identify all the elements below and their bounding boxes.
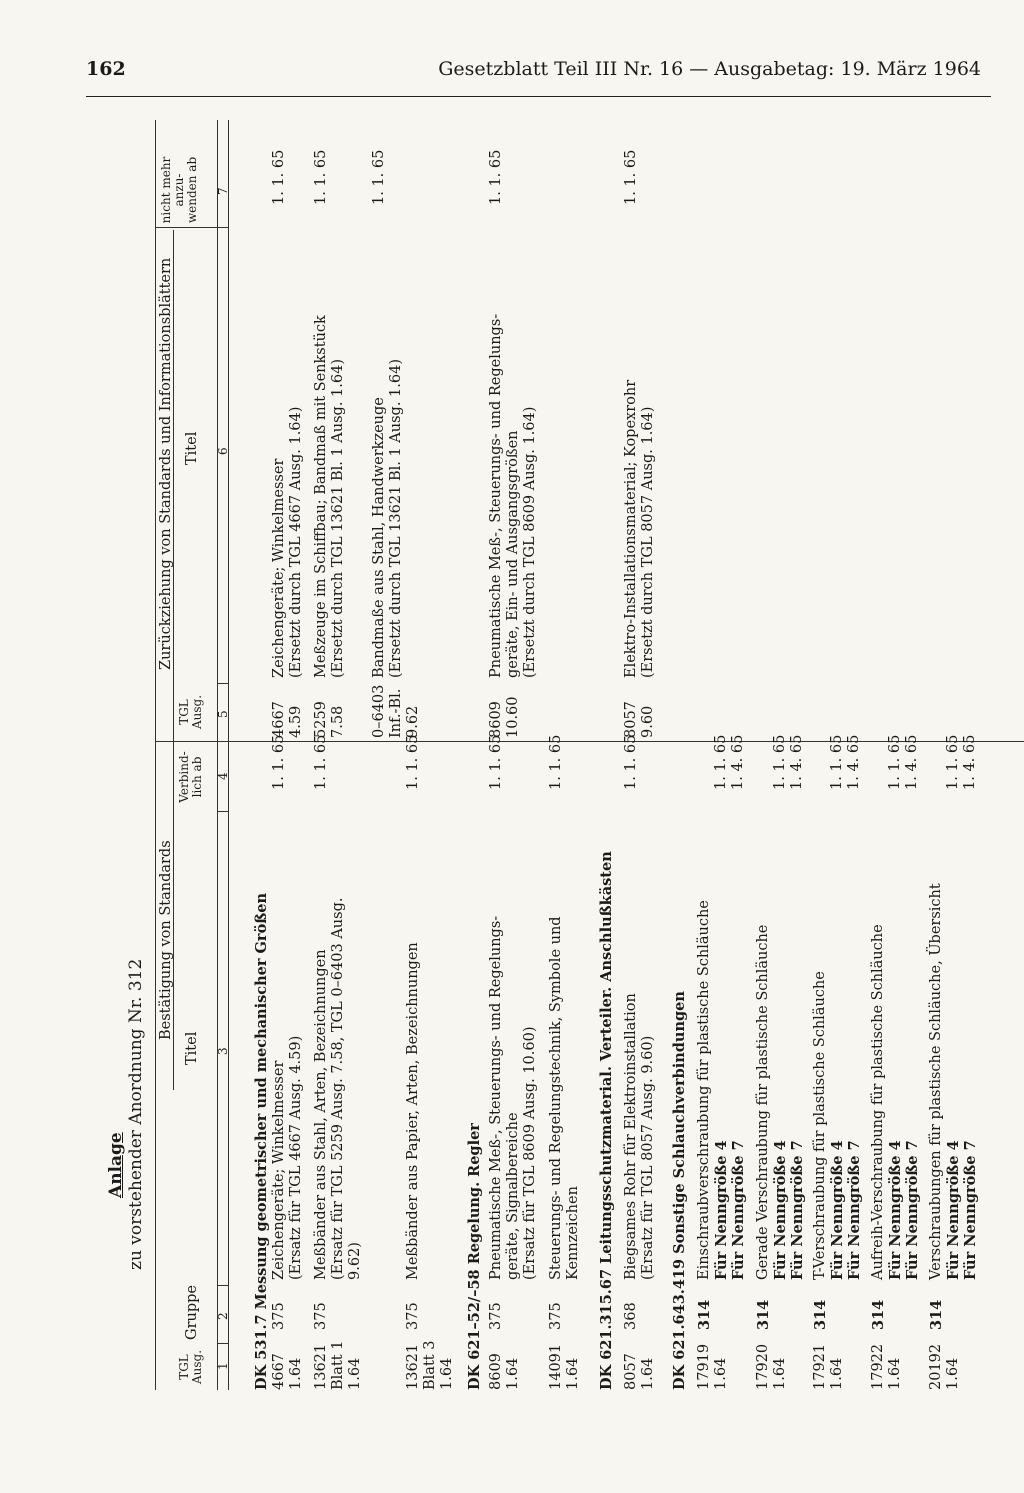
tick-5 [217, 683, 228, 684]
title-line: Für Nenngröße 7 [904, 1140, 921, 1280]
col-num-2: 2 [216, 1312, 230, 1320]
gruppe-value: 314 [870, 1299, 887, 1330]
verbindlich-date: 1. 4. 65 [846, 734, 862, 790]
tgl-date: 1.64 [829, 1357, 845, 1390]
tgl-date: 1.64 [288, 1357, 304, 1390]
verbindlich-date: 1. 1. 65 [713, 734, 729, 790]
tgl-number: 13621 [313, 1343, 329, 1390]
col-num-6: 6 [216, 447, 230, 455]
section-heading: DK 621–52/–58 Regelung. Regler [466, 1123, 483, 1390]
tgl-number: 17921 [812, 1343, 828, 1390]
tgl-number: 8609 [488, 1353, 504, 1390]
gruppe-value: 375 [405, 1302, 421, 1330]
title-line: (Ersatz für TGL 4667 Ausg. 4.59) [288, 1035, 304, 1280]
col-num-3: 3 [216, 1047, 230, 1055]
title-line: Verschraubungen für plastische Schläuche, Übersicht [928, 883, 944, 1280]
title-line: Kennzeichen [565, 1186, 581, 1280]
tgl-date: 1.64 [772, 1357, 788, 1390]
title-line: Gerade Verschraubung für plastische Schläuche [755, 924, 771, 1280]
gruppe-value: 314 [696, 1299, 713, 1330]
tgl-number: 20192 [928, 1343, 944, 1390]
title-line: Für Nenngröße 4 [713, 1140, 730, 1280]
section-heading: DK 621.643.419 Sonstige Schlauchverbindungen [671, 991, 688, 1390]
w-title-line: Bandmaße aus Stahl, Handwerkzeuge [371, 397, 387, 678]
page-number: 162 [86, 58, 126, 80]
col-tgl-header-right: TGL Ausg. [177, 694, 204, 730]
gruppe-value: 375 [313, 1302, 329, 1330]
verbindlich-date: 1. 1. 65 [548, 734, 564, 790]
w-tgl-number: 8057 [623, 701, 639, 738]
tgl-number: 13621 [405, 1343, 421, 1390]
col-titel-header: Titel [184, 1031, 200, 1065]
header-bottom-rule [228, 120, 229, 1390]
anlage-subtitle: zu vorstehender Anordnung Nr. 312 [126, 958, 146, 1270]
nicht-date: 1. 1. 65 [313, 149, 329, 205]
section-heading: DK 621.315.67 Leitungsschutzmaterial. Verteiler. Anschlußkästen [598, 851, 615, 1390]
anlage-title: Anlage [106, 1132, 126, 1198]
verbindlich-date: 1. 4. 65 [730, 734, 746, 790]
w-tgl-date: 4.59 [288, 705, 304, 738]
verbindlich-date: 1. 1. 65 [271, 734, 287, 790]
gruppe-value: 375 [548, 1302, 564, 1330]
tgl-date: 1.64 [505, 1357, 521, 1390]
title-line: Biegsames Rohr für Elektroinstallation [623, 993, 639, 1280]
tgl-date: 1.64 [640, 1357, 656, 1390]
w-tgl-date: 9.60 [640, 705, 656, 738]
col-titel-header-right: Titel [184, 431, 200, 465]
verbindlich-date: 1. 1. 65 [488, 734, 504, 790]
verbindlich-date: 1. 1. 65 [945, 734, 961, 790]
col-num-4: 4 [216, 772, 230, 780]
w-tgl-date: 7.58 [330, 705, 346, 738]
tgl-date: 1.64 [565, 1357, 581, 1390]
title-line: Für Nenngröße 4 [945, 1140, 962, 1280]
left-group-header: Bestätigung von Standards [158, 840, 174, 1040]
gruppe-value: 375 [488, 1302, 504, 1330]
tick-1 [217, 1343, 228, 1344]
title-line: Meßbänder aus Papier, Arten, Bezeichnungen [405, 942, 421, 1280]
w-title-line: Meßzeuge im Schiffbau; Bandmaß mit Senkstück [313, 315, 329, 678]
title-line: geräte, Signalbereiche [505, 1112, 521, 1280]
tgl-blatt: Blatt 3 [422, 1340, 438, 1390]
title-line: Für Nenngröße 7 [789, 1140, 806, 1280]
tick-2 [217, 1285, 228, 1286]
gruppe-value: 368 [623, 1302, 639, 1330]
title-line: 9.62) [347, 1242, 363, 1280]
w-title-line: Zeichengeräte; Winkelmesser [271, 458, 287, 678]
verbindlich-date: 1. 1. 65 [829, 734, 845, 790]
col-num-5: 5 [216, 710, 230, 718]
w-tgl-number: 8609 [488, 701, 504, 738]
nicht-date: 1. 1. 65 [488, 149, 504, 205]
gruppe-value: 314 [755, 1299, 772, 1330]
tgl-date: 1.64 [347, 1357, 363, 1390]
verbindlich-date: 1. 4. 65 [904, 734, 920, 790]
tgl-number: 17919 [696, 1343, 712, 1390]
title-line: (Ersatz für TGL 8609 Ausg. 10.60) [522, 1026, 538, 1280]
w-title-line: Pneumatische Meß-, Steuerungs- und Regelungs- [488, 313, 504, 678]
w-title-line: (Ersetzt durch TGL 4667 Ausg. 1.64) [288, 406, 304, 678]
verbindlich-date: 1. 1. 65 [772, 734, 788, 790]
title-line: Meßbänder aus Stahl, Arten, Bezeichnungen [313, 949, 329, 1280]
w-tgl-number: 4667 [271, 701, 287, 738]
tgl-date: 1.64 [713, 1357, 729, 1390]
w-tgl-number: 0–6403 [371, 684, 387, 738]
col-verbindlich-header: Verbind- lich ab [177, 751, 204, 803]
w-title-line: Elektro-Installationsmaterial; Kopexrohr [623, 379, 639, 678]
section-heading: DK 531.7 Messung geometrischer und mechanischer Größen [253, 892, 270, 1390]
tick-3 [217, 811, 228, 812]
verbindlich-date: 1. 1. 65 [623, 734, 639, 790]
running-title: Gesetzblatt Teil III Nr. 16 — Ausgabetag: 19. März 1964 [438, 58, 981, 80]
verbindlich-date: 1. 1. 65 [405, 734, 421, 790]
col-num-1: 1 [216, 1362, 230, 1370]
col-tgl-header: TGL Ausg. [177, 1349, 204, 1385]
tgl-number: 4667 [271, 1353, 287, 1390]
verbindlich-date: 1. 4. 65 [962, 734, 978, 790]
title-line: Für Nenngröße 7 [846, 1140, 863, 1280]
verbindlich-date: 1. 1. 65 [313, 734, 329, 790]
rotated-table [108, 10, 988, 1390]
title-line: (Ersatz für TGL 5259 Ausg. 7.58, TGL 0–6403 Ausg. [330, 897, 346, 1280]
title-line: Einschraubverschraubung für plastische Schläuche [696, 900, 712, 1280]
nicht-date: 1. 1. 65 [271, 149, 287, 205]
tgl-date: 1.64 [945, 1357, 961, 1390]
title-line: Für Nenngröße 4 [772, 1140, 789, 1280]
nicht-date: 1. 1. 65 [371, 149, 387, 205]
gruppe-value: 314 [812, 1299, 829, 1330]
divider-col7 [155, 227, 229, 228]
title-line: Aufreih-Verschraubung für plastische Schläuche [870, 924, 886, 1280]
col-nicht-header: nicht mehr anzu- wenden ab [159, 156, 199, 224]
num-row-top-rule [217, 120, 218, 1390]
title-line: Für Nenngröße 4 [887, 1140, 904, 1280]
w-tgl-infobl: Inf.-Bl. [388, 688, 404, 738]
gruppe-value: 314 [928, 1299, 945, 1330]
table-top-rule [155, 120, 156, 1390]
w-tgl-date: 9.62 [405, 705, 421, 738]
w-tgl-date: 10.60 [505, 696, 521, 738]
title-line: T-Verschraubung für plastische Schläuche [812, 971, 828, 1280]
tgl-blatt: Blatt 1 [330, 1340, 346, 1390]
w-title-line: (Ersetzt durch TGL 8057 Ausg. 1.64) [640, 406, 656, 678]
title-line: Für Nenngröße 7 [962, 1140, 979, 1280]
tgl-number: 17922 [870, 1343, 886, 1390]
w-title-line: (Ersetzt durch TGL 8609 Ausg. 1.64) [522, 406, 538, 678]
tgl-number: 8057 [623, 1353, 639, 1390]
tgl-number: 14091 [548, 1343, 564, 1390]
right-group-header: Zurückziehung von Standards und Informationsblättern [158, 257, 174, 670]
verbindlich-date: 1. 1. 65 [887, 734, 903, 790]
w-tgl-number: 5259 [313, 701, 329, 738]
col-num-7: 7 [216, 187, 230, 195]
title-line: Zeichengeräte; Winkelmesser [271, 1060, 287, 1280]
nicht-date: 1. 1. 65 [623, 149, 639, 205]
title-line: Für Nenngröße 7 [730, 1140, 747, 1280]
title-line: Steuerungs- und Regelungstechnik, Symbole und [548, 916, 564, 1280]
title-line: (Ersatz für TGL 8057 Ausg. 9.60) [640, 1035, 656, 1280]
w-title-line: (Ersetzt durch TGL 13621 Bl. 1 Ausg. 1.64) [388, 359, 404, 678]
gruppe-value: 375 [271, 1302, 287, 1330]
w-title-line: geräte, Ein- und Ausgangsgrößen [505, 430, 521, 678]
tgl-number: 17920 [755, 1343, 771, 1390]
col-gruppe-header: Gruppe [184, 1285, 200, 1340]
tgl-date: 1.64 [887, 1357, 903, 1390]
w-title-line: (Ersetzt durch TGL 13621 Bl. 1 Ausg. 1.64) [330, 359, 346, 678]
title-line: Pneumatische Meß-, Steuerungs- und Regelungs- [488, 915, 504, 1280]
tgl-date: 1.64 [439, 1357, 455, 1390]
title-line: Für Nenngröße 4 [829, 1140, 846, 1280]
verbindlich-date: 1. 4. 65 [789, 734, 805, 790]
